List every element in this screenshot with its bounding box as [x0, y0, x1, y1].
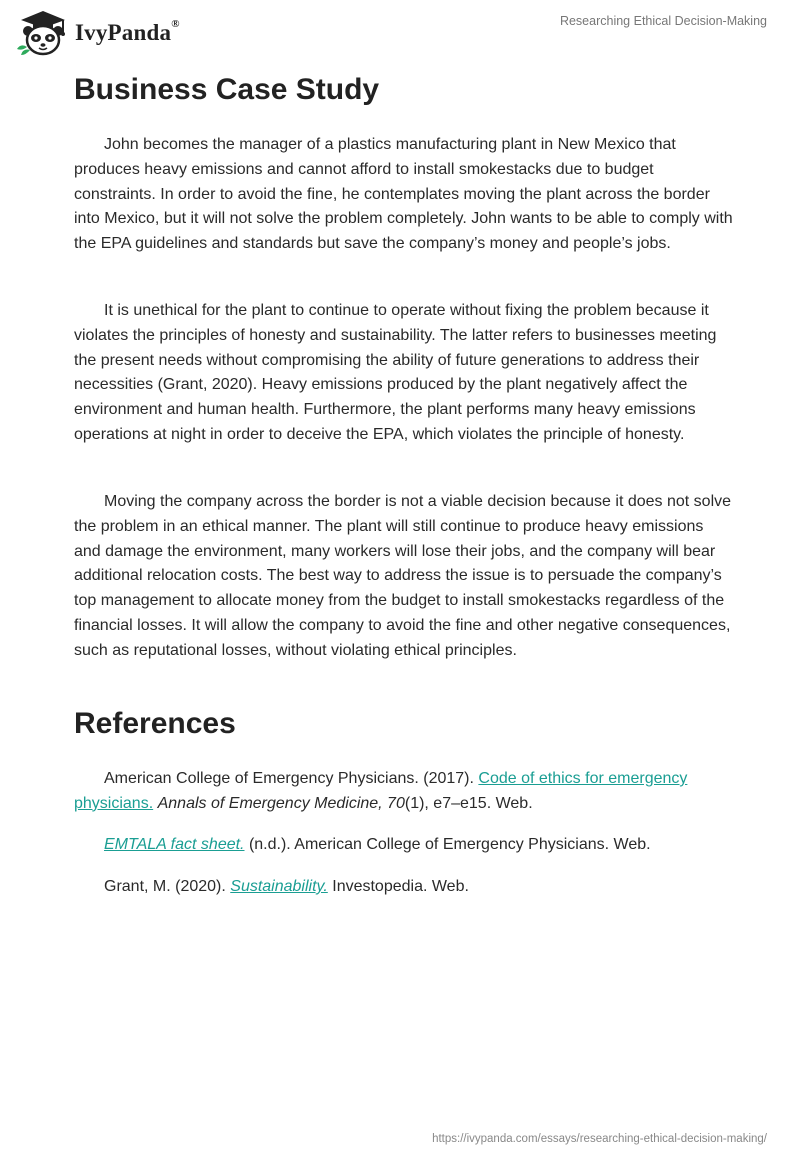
reference-link-emtala[interactable]: EMTALA fact sheet. — [104, 836, 245, 853]
running-title: Researching Ethical Decision-Making — [559, 14, 767, 28]
journal-title: Annals of Emergency Medicine, 70 — [157, 794, 405, 812]
footer-url: https://ivypanda.com/essays/researching-ethical-decision-making/ — [432, 1133, 767, 1145]
panda-graduate-icon — [13, 9, 73, 57]
reference-link-sustainability[interactable]: Sustainability. — [230, 878, 328, 895]
reference-item: EMTALA fact sheet. (n.d.). American College of Emergency Physicians. Web. — [104, 836, 651, 853]
reference-link-acep-code[interactable]: Code of ethics for emergency physicians. — [74, 770, 688, 812]
ivypanda-logo[interactable] — [13, 9, 180, 57]
paragraph: John becomes the manager of a plastics manufacturing plant in New Mexico that produces heavy emissions and cannot afford to install smokestacks due to budget constraints. In order to avoid the fine, he contemplates moving the plant across the border into Mexico, but it will not solve the problem completely. John wants to be able to comply with the EPA guidelines and standards but save the company’s money and people’s jobs. — [74, 136, 733, 253]
references-heading: References — [74, 707, 236, 740]
page-title: Business Case Study — [74, 73, 380, 106]
brand-name: IvyPanda® — [75, 18, 180, 45]
paragraph: It is unethical for the plant to continue to operate without fixing the problem because it violates the principles of honesty and sustainability. The latter refers to businesses meeting the present needs without compromising the ability of future generations to address their necessities (Grant, 2020). Heavy emissions produced by the plant negatively affect the environment and human health. Furthermore, the plant performs many heavy emissions operations at night in order to deceive the EPA, which violates the principle of honesty. — [74, 302, 717, 443]
reference-item: American College of Emergency Physicians. (2017). Code of ethics for emergency physicians. Annals of Emergency Medicine, 70(1), e7–e15. Web. — [74, 770, 688, 812]
reference-item: Grant, M. (2020). Sustainability. Investopedia. Web. — [104, 878, 469, 895]
page-header — [0, 0, 800, 64]
paragraph: Moving the company across the border is not a viable decision because it does not solve the problem in an ethical manner. The plant will still continue to produce heavy emissions and damage the environment, many workers will lose their jobs, and the company will bear additional relocation costs. The best way to address the issue is to persuade the company’s top management to allocate money from the budget to install smokestacks regardless of the financial losses. It will allow the company to avoid the fine and other negative consequences, such as reputational losses, without violating ethical principles. — [74, 493, 732, 659]
